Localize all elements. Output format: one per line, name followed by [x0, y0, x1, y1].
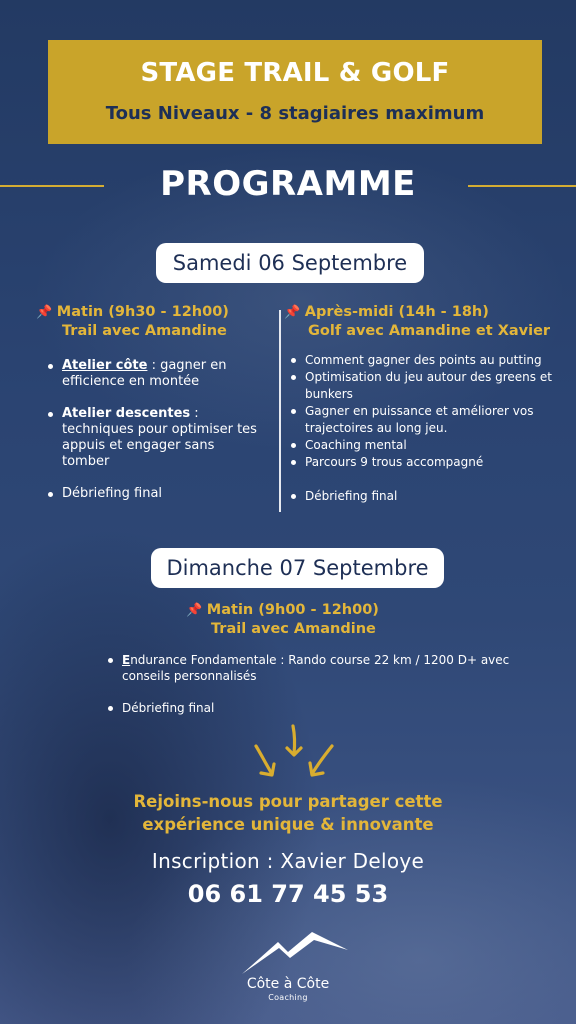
day1-afternoon-list [291, 352, 561, 505]
list-item-text: Débriefing final [62, 486, 163, 501]
list-item [108, 700, 538, 716]
list-item [48, 486, 260, 502]
cta-line-2: expérience unique & innovante [142, 815, 434, 834]
list-item: Optimisation du jeu autour des greens et bunkers [291, 369, 561, 403]
list-item: Coaching mental [291, 437, 561, 454]
list-item: Parcours 9 trous accompagné [291, 454, 561, 471]
header-banner [48, 40, 542, 144]
day1-morning-time: Matin (9h30 - 12h00) [56, 304, 229, 320]
pushpin-icon: 📌 [284, 305, 301, 320]
arrows-down-icon [248, 722, 338, 782]
day1-morning-activity: Trail avec Amandine [62, 323, 227, 339]
list-item-strong: Atelier côte [62, 358, 148, 373]
day1-badge: Samedi 06 Septembre [156, 243, 424, 283]
column-divider [279, 310, 281, 512]
list-item: Comment gagner des points au putting [291, 352, 561, 369]
page-title: STAGE TRAIL & GOLF [140, 58, 450, 88]
list-item-text: : techniques pour optimiser tes appuis et engager sans tomber [62, 406, 257, 469]
day2-morning-list [108, 652, 538, 716]
list-item: Gagner en puissance et améliorer vos trajectoires au long jeu. [291, 403, 561, 437]
day1-morning-list [48, 358, 260, 502]
phone-number[interactable]: 06 61 77 45 53 [187, 880, 389, 908]
list-item-text: ndurance Fondamentale : Rando course 22 km / 1200 D+ avec conseils personnalisés [122, 653, 510, 683]
mountain-logo-icon [238, 928, 350, 976]
day1-afternoon-header [284, 303, 554, 341]
inscription-text: Inscription : Xavier Deloye [151, 849, 425, 873]
list-item-strong: Atelier descentes [62, 406, 191, 421]
day1-afternoon-time: Après-midi (14h - 18h) [304, 304, 489, 320]
day1-morning-header [36, 303, 276, 341]
call-to-action [0, 790, 576, 836]
day1-afternoon-activity: Golf avec Amandine et Xavier [308, 323, 551, 339]
day2-morning-header [186, 601, 446, 639]
pushpin-icon: 📌 [36, 305, 53, 320]
day2-badge: Dimanche 07 Septembre [151, 548, 444, 588]
day2-morning-time: Matin (9h00 - 12h00) [206, 602, 379, 618]
logo-name: Côte à Côte [246, 976, 330, 992]
day2-morning-activity: Trail avec Amandine [211, 621, 376, 637]
page-subtitle: Tous Niveaux - 8 stagiaires maximum [105, 103, 485, 124]
list-item [108, 652, 538, 684]
list-item [48, 358, 260, 390]
programme-heading: PROGRAMME [160, 164, 416, 204]
list-item-strong: E [122, 653, 131, 667]
list-item-text: Débriefing final [122, 701, 215, 715]
cta-line-1: Rejoins-nous pour partager cette [133, 792, 443, 811]
list-item: Débriefing final [291, 488, 561, 505]
list-item-text: : gagner en efficience en montée [62, 358, 227, 389]
logo-subtitle: Coaching [268, 993, 308, 1002]
list-item [48, 406, 260, 470]
pushpin-icon: 📌 [186, 603, 203, 618]
